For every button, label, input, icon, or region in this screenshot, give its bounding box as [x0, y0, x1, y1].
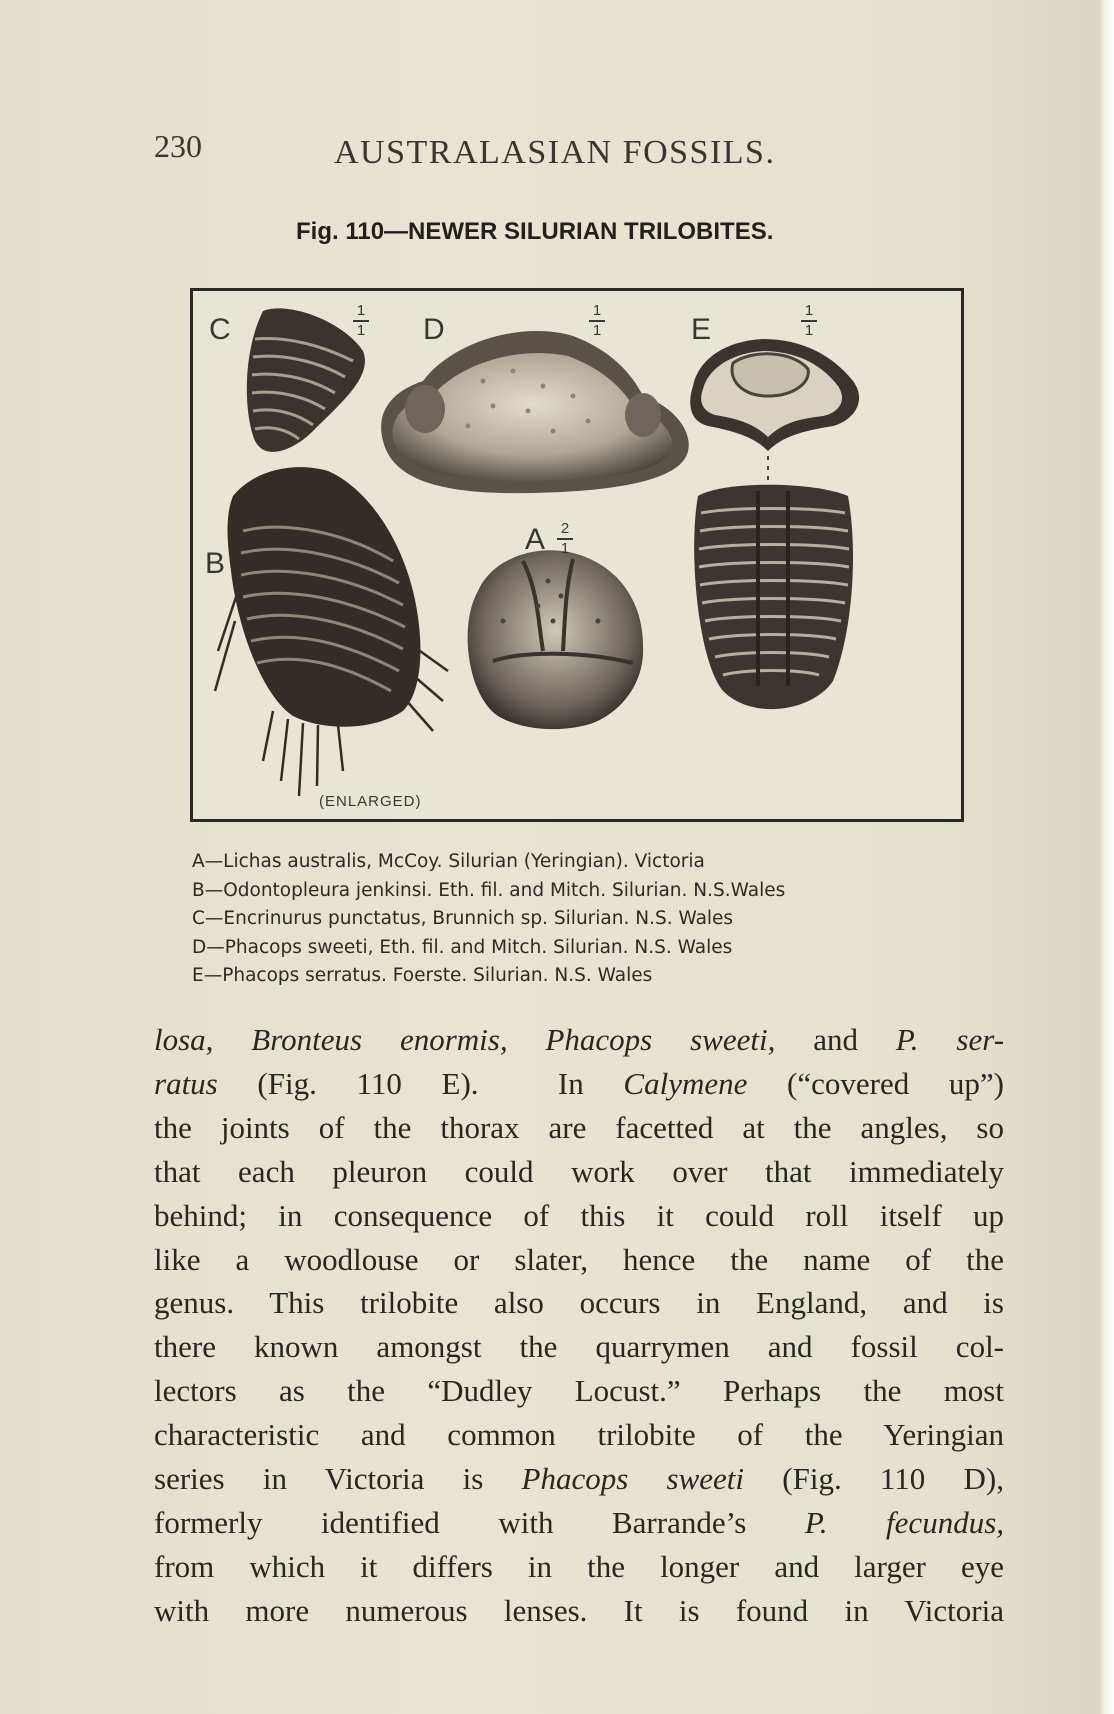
- caption-c: C—Encrinurus punctatus, Brunnich sp. Silurian. N.S. Wales: [192, 908, 734, 929]
- caption-e: E—Phacops serratus. Foerste. Silurian. N.S. Wales: [192, 965, 653, 986]
- scale-c-denominator: 1: [356, 322, 366, 339]
- body-roman: (Fig. 110 D),: [744, 1461, 1004, 1497]
- trilobite-plate: [190, 288, 964, 822]
- caption-d: D—Phacops sweeti, Eth. fil. and Mitch. Silurian. N.S. Wales: [192, 936, 733, 958]
- body-line: lectors as the “Dudley Locust.” Perhaps the most: [154, 1373, 1004, 1409]
- body-line: [154, 1457, 1004, 1501]
- specimen-b-drawing: [215, 467, 448, 796]
- body-line: behind; in consequence of this it could roll itself up: [154, 1197, 1004, 1233]
- body-italic: P. ser-: [895, 1022, 1005, 1057]
- figure-captions: [192, 848, 1012, 991]
- scale-d: [589, 303, 605, 339]
- body-italic: Phacops sweeti: [521, 1461, 745, 1497]
- label-a: A: [525, 523, 546, 556]
- specimen-e-body-drawing: [694, 485, 853, 709]
- body-line: [154, 1501, 1004, 1545]
- page-edge: [1098, 0, 1114, 1714]
- trilobite-illustrations: [193, 291, 961, 819]
- body-text: [154, 1018, 1004, 1633]
- body-line: that each pleuron could work over that immediately: [154, 1153, 1004, 1189]
- scale-d-denominator: 1: [592, 322, 602, 339]
- enlarged-note: (ENLARGED): [319, 793, 422, 810]
- specimen-d-drawing: [381, 331, 689, 493]
- scale-e-denominator: 1: [804, 322, 814, 339]
- body-italic: P. fecundus,: [804, 1504, 1005, 1540]
- label-d: D: [423, 313, 445, 346]
- body-line: characteristic and common trilobite of the Yeringian: [154, 1417, 1004, 1453]
- body-italic: ratus: [154, 1065, 218, 1101]
- scale-a-numerator: 2: [560, 520, 570, 537]
- body-line: like a woodlouse or slater, hence the name of the: [154, 1241, 1004, 1277]
- body-line: from which it differs in the longer and larger eye: [154, 1548, 1004, 1584]
- page-number: 230: [154, 128, 202, 164]
- running-head: AUSTRALASIAN FOSSILS.: [334, 134, 776, 171]
- body-roman: (“covered up”): [747, 1065, 1004, 1101]
- scale-c-numerator: 1: [356, 302, 366, 319]
- body-line: with more numerous lenses. It is found in Victoria: [154, 1592, 1004, 1628]
- body-italic: losa, Bronteus enormis, Phacops sweeti,: [154, 1022, 776, 1057]
- scale-e-numerator: 1: [804, 302, 814, 319]
- body-line: [154, 1062, 1004, 1106]
- body-italic: Calymene: [623, 1065, 748, 1101]
- label-e: E: [691, 313, 712, 346]
- scale-e: [801, 303, 817, 339]
- caption-a: A—Lichas australis, McCoy. Silurian (Yeringian). Victoria: [192, 851, 705, 872]
- scale-a: [557, 521, 573, 557]
- specimen-a-drawing: [468, 550, 644, 729]
- figure-title: Fig. 110—NEWER SILURIAN TRILOBITES.: [296, 218, 774, 245]
- label-b: B: [205, 547, 226, 580]
- body-line: [154, 1018, 1004, 1062]
- body-line: there known amongst the quarrymen and fossil col-: [154, 1329, 1004, 1365]
- body-roman: series in Victoria is: [154, 1461, 522, 1497]
- label-c: C: [209, 313, 231, 346]
- scale-d-numerator: 1: [592, 302, 602, 319]
- scale-c: [353, 303, 369, 339]
- specimen-c-drawing: [247, 308, 365, 452]
- body-line: genus. This trilobite also occurs in England, and is: [154, 1285, 1004, 1321]
- scale-a-denominator: 1: [560, 540, 570, 557]
- body-roman: formerly identified with Barrande’s: [154, 1504, 805, 1540]
- body-line: the joints of the thorax are facetted at the angles, so: [154, 1109, 1004, 1145]
- body-roman: (Fig. 110 E). In: [217, 1065, 624, 1101]
- body-roman: and: [775, 1022, 896, 1057]
- caption-b: B—Odontopleura jenkinsi. Eth. fil. and Mitch. Silurian. N.S.Wales: [192, 879, 786, 901]
- specimen-e-drawing: [690, 339, 859, 483]
